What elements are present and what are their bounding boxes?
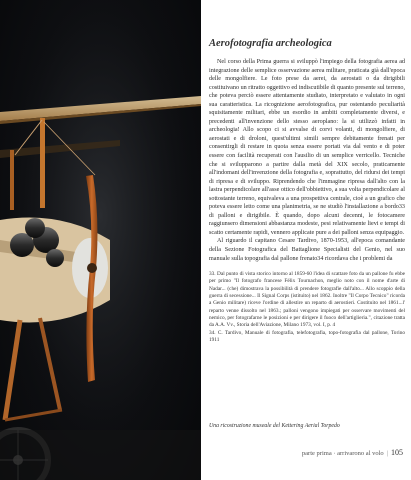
article-column — [209, 38, 405, 344]
footnote: 34. C. Tardivo, Manuale di fotografia, telefotografia, topo-fotografia dal pallone, Torino 1911 — [209, 329, 405, 343]
page-footer — [302, 448, 403, 457]
page-number: 105 — [391, 448, 403, 457]
body-paragraph: Al riguardo il capitano Cesare Tardivo, 1870-1953, all'epoca comandante della Sezione Fotografica del Battaglione Specialisti del Genio, nel suo manuale sulla topografia dal pallone frenato34 ricordava che i problemi da — [209, 238, 405, 262]
footnote: 33. Dal punto di vista storico intorno al 1859-60 l'idea di scattare foto da un pallone fu ebbe per primo "Il fotografo francese Félix Tournachon, meglio noto con il nome d'arte di Nadar... (che) dimostrava la possibilità di prendere fotografie dall'alto... Allo scoppio della guerra di secessione... Il Signal Corps (istituito) nel 1862. Inoltre "Il Corpo Tecnico" ricorda a Genio militare) riceve l'ordine di allestire un reparto di aerostieri. Costituito nel 1861...l' reparto venne dissolto nel 1863.; palloni vengono impiegati per osservare movimenti del nemico, per fotografarne le posizioni e per dirigere il fuoco dell'artiglieria.", citazione tratta da A.A. Vv., Storia dell'Aviazione, Milano 1973, vol. I, p. 4 — [209, 271, 405, 329]
footnotes — [209, 271, 405, 344]
body-paragraph: Nel corso della Prima guerra si sviluppò l'impiego della fotografia aerea ad integrazione delle semplice osservazione aerea militare, praticata già dall'epoca delle mongolfiere. Le foto prese da aerei, da aerostati o da dirigibili costituivano un ritratto oggettivo ed indiscutibile di quanto presente sul terreno, che poteva perciò essere attentamente studiato, interpretato e valutato in ogni sua caratteristica. La ricognizione aerofotografica, pur ostentando peculiarità squisitamente militari, ebbe un esordio in ambiti completamente diversi, e precedenti all'invenzione dello stesso aeroplano: la si utilizzò infatti in archeologia! Allo scopo ci si avvalse di corvi volanti, di mongolfiere, di aerostati e di droloni, quest'ultimi simili sempre debitamente frenati per consentirgli di restare in quota senza essere portati via dal vento e di poter essere con facilità recuperati con l'ausilio di un semplice verricello. Tecniche che si svilupparono a partire dalla metà del XIX secolo, praticamente all'indomani dell'invenzione della fotografia e, soprattutto, del ridursi dei tempi di ripresa e di sviluppo. Riprendendo che l'immagine ripresa dall'alto con la lastra perpendicolare all'asse ottico dell'obbiettivo, a sua volta perpendicolare al sottostante terreno, equivaleva a una prospettiva centrale, cioè a un grafico che poteva essere letto come una planimetria, se ne studiò l'installazione a bordo33 di palloni e dirigibile. È quando, dopo alcuni decenni, le fotocamere raggiunsero dimensioni abbastanza modeste, pesi relativamente lievi e tempi di scatto certamente rapidi, vennero applicate pure a dei palloni senza equipaggio. — [209, 59, 405, 236]
footer-separator: | — [386, 450, 388, 457]
article-body — [209, 58, 405, 263]
running-footer: parte prima · arrivarono al volo — [301, 450, 384, 457]
photo-caption: Una ricostruzione museale del Kettering Aerial Torpedo — [209, 423, 340, 429]
section-title: Aerofotografia archeologica — [209, 38, 332, 49]
museum-photo — [0, 0, 201, 480]
